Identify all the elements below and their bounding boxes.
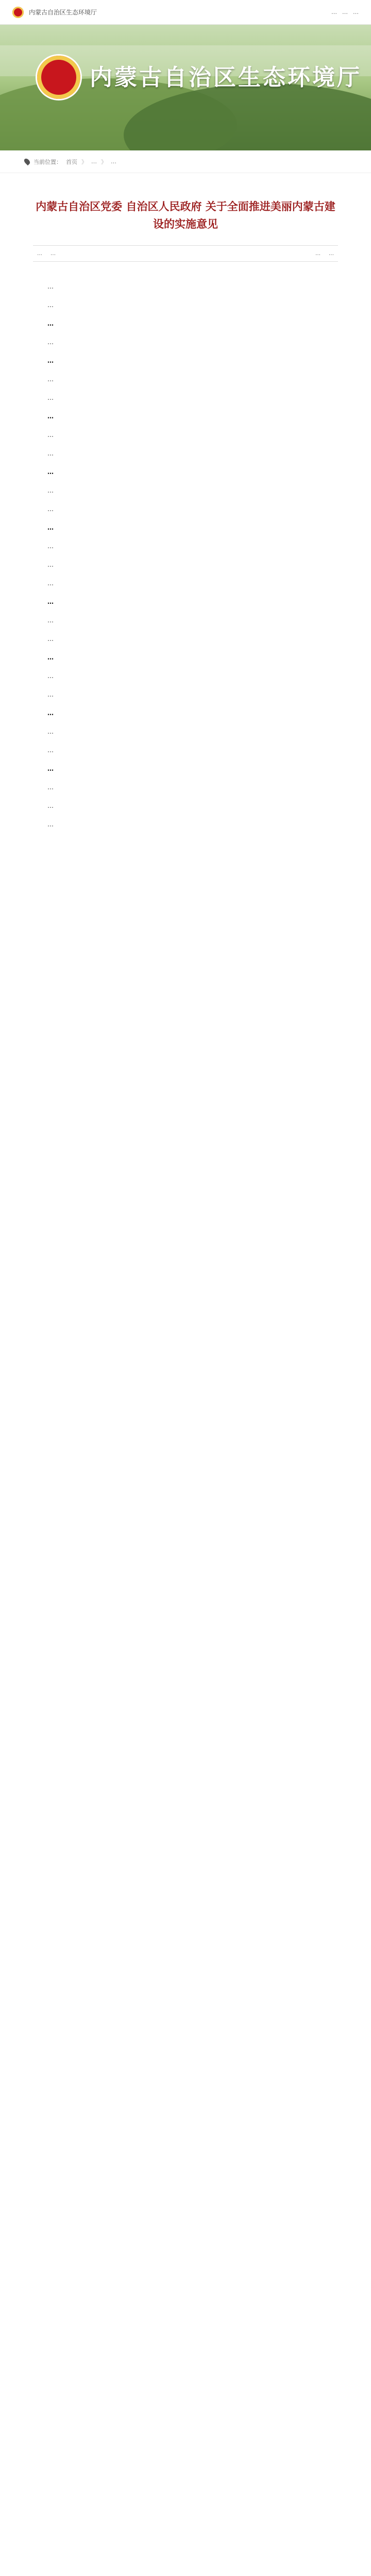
section-heading: … <box>47 320 54 327</box>
article-title: 内蒙古自治区党委 自治区人民政府 关于全面推进美丽内蒙古建设的实施意见 <box>36 200 335 230</box>
top-link[interactable]: … <box>342 9 348 15</box>
article-paragraph: … <box>47 283 54 290</box>
article-paragraph: … <box>47 691 54 698</box>
national-emblem-icon <box>37 56 80 99</box>
banner-title: 内蒙古自治区生态环境厅 <box>90 64 362 91</box>
section-heading: … <box>47 357 54 364</box>
site-banner <box>0 25 371 150</box>
article-paragraph: … <box>47 376 54 383</box>
article-paragraph: … <box>47 635 54 642</box>
article-paragraph: … <box>47 394 54 401</box>
brand[interactable] <box>12 7 97 18</box>
section-heading: … <box>47 765 54 772</box>
article-paragraph: … <box>47 431 54 438</box>
location-pin-icon <box>23 158 31 166</box>
breadcrumb-separator: 》 <box>101 158 107 165</box>
font-size-control[interactable]: … <box>315 250 321 257</box>
section-heading: … <box>47 654 54 661</box>
banner-content <box>37 56 362 99</box>
section-heading: … <box>47 413 54 420</box>
section-heading: … <box>47 598 54 605</box>
article-meta <box>33 245 338 262</box>
breadcrumb-section[interactable]: … <box>91 158 97 165</box>
article-paragraph: … <box>47 505 54 513</box>
article-paragraph: … <box>47 784 54 791</box>
top-link[interactable]: … <box>353 9 359 15</box>
breadcrumb-home[interactable]: 首页 <box>66 158 77 165</box>
section-heading: … <box>47 709 54 717</box>
print-link[interactable]: … <box>329 250 334 257</box>
article-body <box>0 262 371 831</box>
emblem-icon <box>12 7 24 18</box>
article-paragraph: … <box>47 301 54 309</box>
article-paragraph: … <box>47 802 54 809</box>
article-paragraph: … <box>47 617 54 624</box>
meta-right <box>315 251 334 257</box>
article-body-wrapper <box>0 262 371 2576</box>
meta-date: … <box>50 250 56 257</box>
meta-source: … <box>37 250 42 257</box>
article-paragraph: … <box>47 672 54 680</box>
section-heading: … <box>47 524 54 531</box>
breadcrumb-separator: 》 <box>81 158 87 165</box>
article-paragraph: … <box>47 338 54 346</box>
article-paragraph: … <box>47 728 54 735</box>
article-paragraph: … <box>47 747 54 754</box>
brand-name: 内蒙古自治区生态环境厅 <box>29 9 97 16</box>
article-paragraph: … <box>47 450 54 457</box>
breadcrumb-label: 当前位置： <box>33 158 62 165</box>
top-bar <box>0 0 371 25</box>
breadcrumb <box>0 150 371 173</box>
article-paragraph: … <box>47 821 54 828</box>
breadcrumb-current[interactable]: … <box>111 158 116 165</box>
top-links <box>331 9 359 15</box>
meta-left <box>37 251 56 257</box>
article-paragraph: … <box>47 561 54 568</box>
banner-text <box>90 59 362 96</box>
section-heading: … <box>47 468 54 476</box>
top-link[interactable]: … <box>331 9 337 15</box>
article-paragraph: … <box>47 543 54 550</box>
article-paragraph: … <box>47 487 54 494</box>
article-header <box>0 173 371 245</box>
article-paragraph: … <box>47 580 54 587</box>
